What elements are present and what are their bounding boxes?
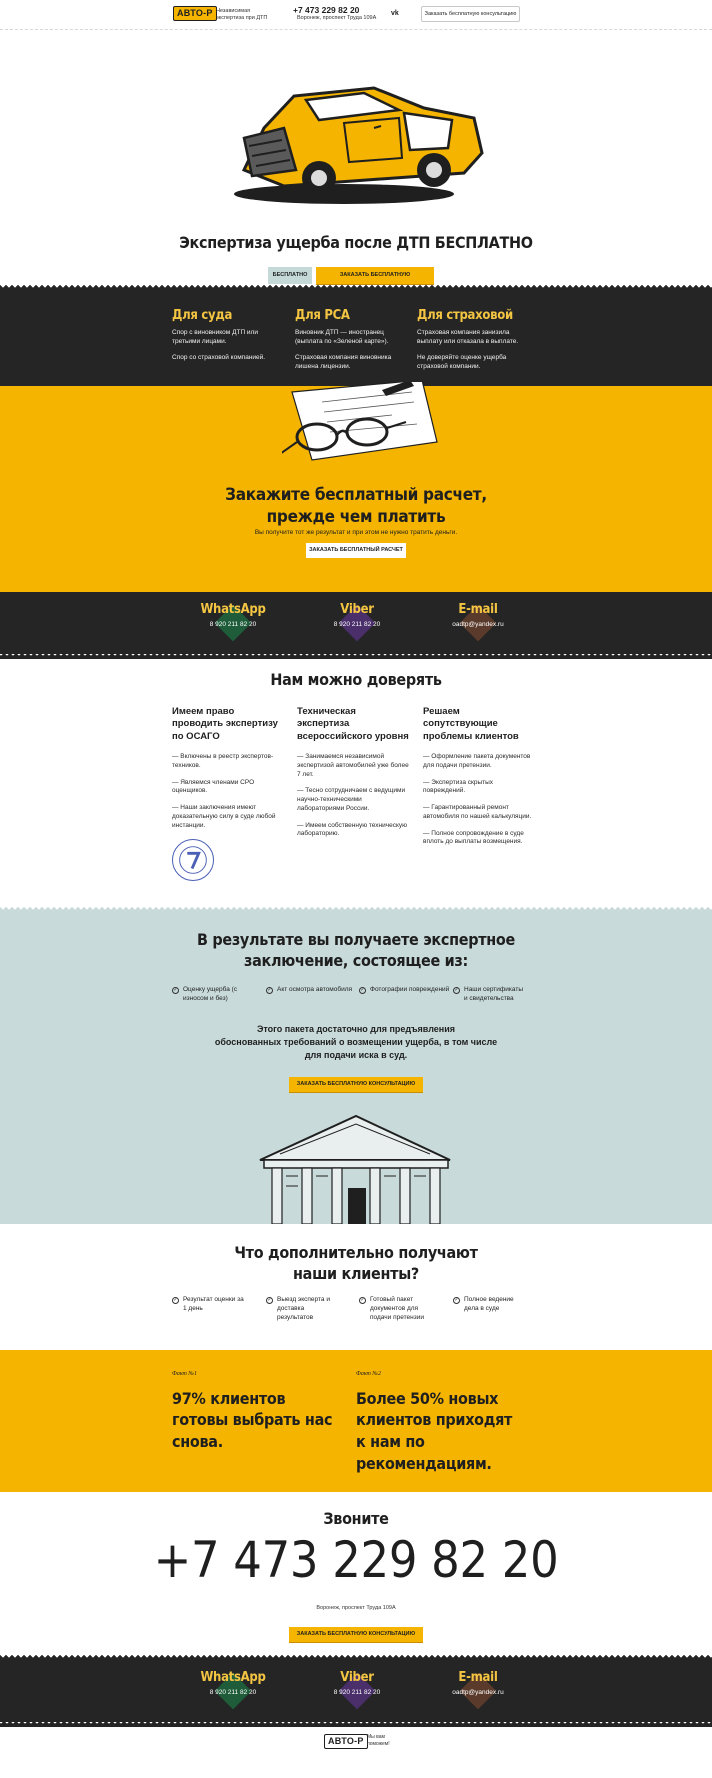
calc-title-line-1: Закажите бесплатный расчет, [225,485,487,505]
trust-title: Нам можно доверять [270,670,442,689]
extra-item [359,1296,433,1322]
extra-title-line-2: наши клиенты? [293,1263,419,1283]
case-text: Спор с виновником ДТП или третьими лицами. [172,328,258,345]
vk-icon[interactable]: vk [391,10,399,17]
fact-text: Более 50% новых клиентов приходят к нам по рекомендациям. [356,1388,513,1473]
trust-column [423,706,535,855]
trust-column-title: Техническая экспертиза всероссийского уровня [297,706,409,742]
extra-item [172,1296,246,1314]
result-note-line-1: Этого пакета достаточно для предъявления [256,1024,456,1034]
check-icon: ✓ [454,987,459,993]
header-phone[interactable]: +7 473 229 82 20 [293,5,360,15]
footer-logo[interactable]: АВТО-Р [324,1734,368,1749]
fact-text: 97% клиентов готовы выбрать нас снова. [172,1388,333,1451]
call-title: Звоните [323,1509,389,1528]
contact-value: 8 920 211 82 20 [333,1688,381,1696]
check-icon: ✓ [360,1297,365,1303]
contact-value: 8 920 211 82 20 [209,620,257,628]
trust-item: — Оформление пакета документов для подачи претензии. [423,753,531,769]
extra-item [266,1296,340,1322]
result-item [453,986,523,1004]
result-item-label: Оценку ущерба (с износом и без) [183,986,238,1002]
case-court [172,308,282,371]
trust-column [172,706,284,838]
result-note-line-3: для подачи иска в суд. [304,1050,408,1061]
contact-viber[interactable] [302,1670,412,1697]
call-section [0,1492,712,1660]
fact-label: Факт №2 [356,1371,382,1377]
trust-item: — Гарантированный ремонт автомобиля по нашей калькуляции. [423,804,532,820]
trust-column [297,706,409,847]
case-title: Для страховой [417,308,513,323]
footer-tagline-line-2: поможем! [367,1740,390,1747]
contact-viber[interactable] [302,602,412,629]
call-address: Воронеж, проспект Труда 109А [316,1605,396,1611]
case-text: Виновник ДТП — иностранец (выплата по «Зеленой карте»). [295,328,389,345]
result-item-label: Акт осмотра автомобиля [277,986,353,993]
trust-item: — Наши заключения имеют доказательную силу в суде любой инстанции. [172,804,276,829]
extra-benefits-section [0,1224,712,1350]
hero-title: Экспертиза ущерба после ДТП БЕСПЛАТНО [179,233,533,252]
site-header [0,0,712,30]
result-section [0,912,712,1224]
contact-whatsapp[interactable] [178,1670,288,1697]
free-calculation-section [0,386,712,592]
contact-value: oadtp@yandex.ru [452,620,504,628]
result-title-line-2: заключение, состоящее из: [244,950,468,970]
extra-item [453,1296,527,1314]
courthouse-illustration [250,1110,462,1224]
fact-card [356,1371,526,1474]
check-icon: ✓ [267,1297,272,1303]
trust-item: — Экспертиза скрытых повреждений. [423,778,494,795]
glasses-document-illustration [282,382,442,472]
contact-email[interactable] [423,602,533,629]
call-phone[interactable]: +7 473 229 82 20 [153,1531,559,1589]
logo[interactable]: АВТО-Р [173,6,217,21]
zigzag-divider [0,1655,712,1661]
case-title: Для РСА [295,308,350,323]
check-icon: ✓ [173,1297,178,1303]
result-consultation-button[interactable]: ЗАКАЗАТЬ БЕСПЛАТНУЮ КОНСУЛЬТАЦИЮ [289,1077,423,1092]
check-icon: ✓ [454,1297,459,1303]
trust-column-title: Решаем сопутствующие проблемы клиентов [423,706,519,742]
result-title-line-1: В результате вы получаете экспертное [197,930,515,949]
contacts-band-top [0,592,712,654]
trust-section [0,654,712,912]
extra-title [0,1243,712,1285]
result-note [0,1023,712,1062]
hero-section [0,30,712,290]
result-item-label: Наши сертификаты и свидетельства [464,986,523,1002]
case-text: Страховая компания занизила выплату или отказала в выплате. [417,328,519,345]
zigzag-divider [0,285,712,291]
extra-title-line-1: Что дополнительно получают [234,1243,478,1262]
free-badge-button[interactable]: БЕСПЛАТНО [268,267,312,284]
extra-item-label: Полное ведение дела в суде [464,1296,514,1312]
result-item [172,986,264,1004]
case-text: Не доверяйте оценке ущерба страховой компании. [417,354,507,371]
contact-value: oadtp@yandex.ru [452,1688,504,1696]
hero-consultation-button[interactable]: ЗАКАЗАТЬ БЕСПЛАТНУЮ [316,267,434,284]
result-item [266,986,358,995]
contact-email[interactable] [423,1670,533,1697]
header-consultation-button[interactable]: Заказать бесплатную консультацию [421,6,520,22]
contact-title: WhatsApp [200,602,266,617]
header-address: Воронеж, проспект Труда 109А [297,15,377,21]
check-icon: ✓ [360,987,365,993]
crashed-car-illustration [224,58,488,208]
trust-item: — Являемся членами СРО оценщиков. [172,778,255,795]
zigzag-divider [0,907,712,913]
result-note-line-2: обоснованных требований о возмещении ущерба, в том числе [214,1037,498,1048]
trust-item: — Включены в реестр экспертов-техников. [172,753,274,769]
logo-tagline-line-1: Независимая [216,8,251,14]
calc-title [0,484,712,528]
footer-tagline [367,1734,390,1747]
footer-tagline-line-1: Мы вам [367,1734,385,1740]
case-insurance [417,308,527,380]
contact-title: Viber [340,1670,374,1685]
contact-title: E-mail [458,1670,498,1685]
extra-item-label: Результат оценки за 1 день [183,1296,244,1312]
free-calculation-button[interactable]: ЗАКАЗАТЬ БЕСПЛАТНЫЙ РАСЧЕТ [306,543,406,558]
contact-title: Viber [340,602,374,617]
calc-title-line-2: прежде чем платить [266,507,446,528]
extra-item-label: Выезд эксперта и доставка результатов [277,1296,330,1321]
certification-stamp-icon [172,839,214,881]
call-consultation-button[interactable]: ЗАКАЗАТЬ БЕСПЛАТНУЮ КОНСУЛЬТАЦИЮ [289,1627,423,1642]
contact-title: WhatsApp [200,1670,266,1685]
logo-tagline-line-2: экспертиза при ДТП [216,15,268,22]
contact-title: E-mail [458,602,498,617]
trust-item: — Тесно сотрудничаем с ведущими научно-техническими лабораториями России. [297,787,406,812]
case-text: Страховая компания виновника лишена лицензии. [295,354,392,371]
case-title: Для суда [172,308,233,323]
trust-item: — Имеем собственную техническую лабораторию. [297,821,408,838]
contact-value: 8 920 211 82 20 [209,1688,257,1696]
contact-whatsapp[interactable] [178,602,288,629]
contacts-band-bottom [0,1660,712,1722]
extra-item-label: Готовый пакет документов для подачи претензии [370,1296,424,1321]
check-icon: ✓ [173,987,178,993]
facts-section [0,1350,712,1492]
trust-column-title: Имеем право проводить экспертизу по ОСАГО [172,706,278,742]
trust-item: — Занимаемся независимой экспертизой автомобилей уже более 7 лет. [297,753,409,778]
fact-label: Факт №1 [172,1371,198,1377]
calc-subtitle: Вы получите тот же результат и при этом не нужно тратить деньги. [254,529,458,536]
check-icon: ✓ [267,987,272,993]
use-cases-section [0,290,712,386]
case-text: Спор со страховой компанией. [172,354,266,362]
contact-value: 8 920 211 82 20 [333,620,381,628]
result-item [359,986,451,995]
result-title [0,930,712,972]
case-rsa [295,308,405,380]
logo-tagline [216,8,276,22]
trust-item: — Полное сопровождение в суде вплоть до выплаты возмещения. [423,829,524,846]
result-item-label: Фотографии повреждений [370,986,450,993]
fact-card [172,1371,342,1453]
